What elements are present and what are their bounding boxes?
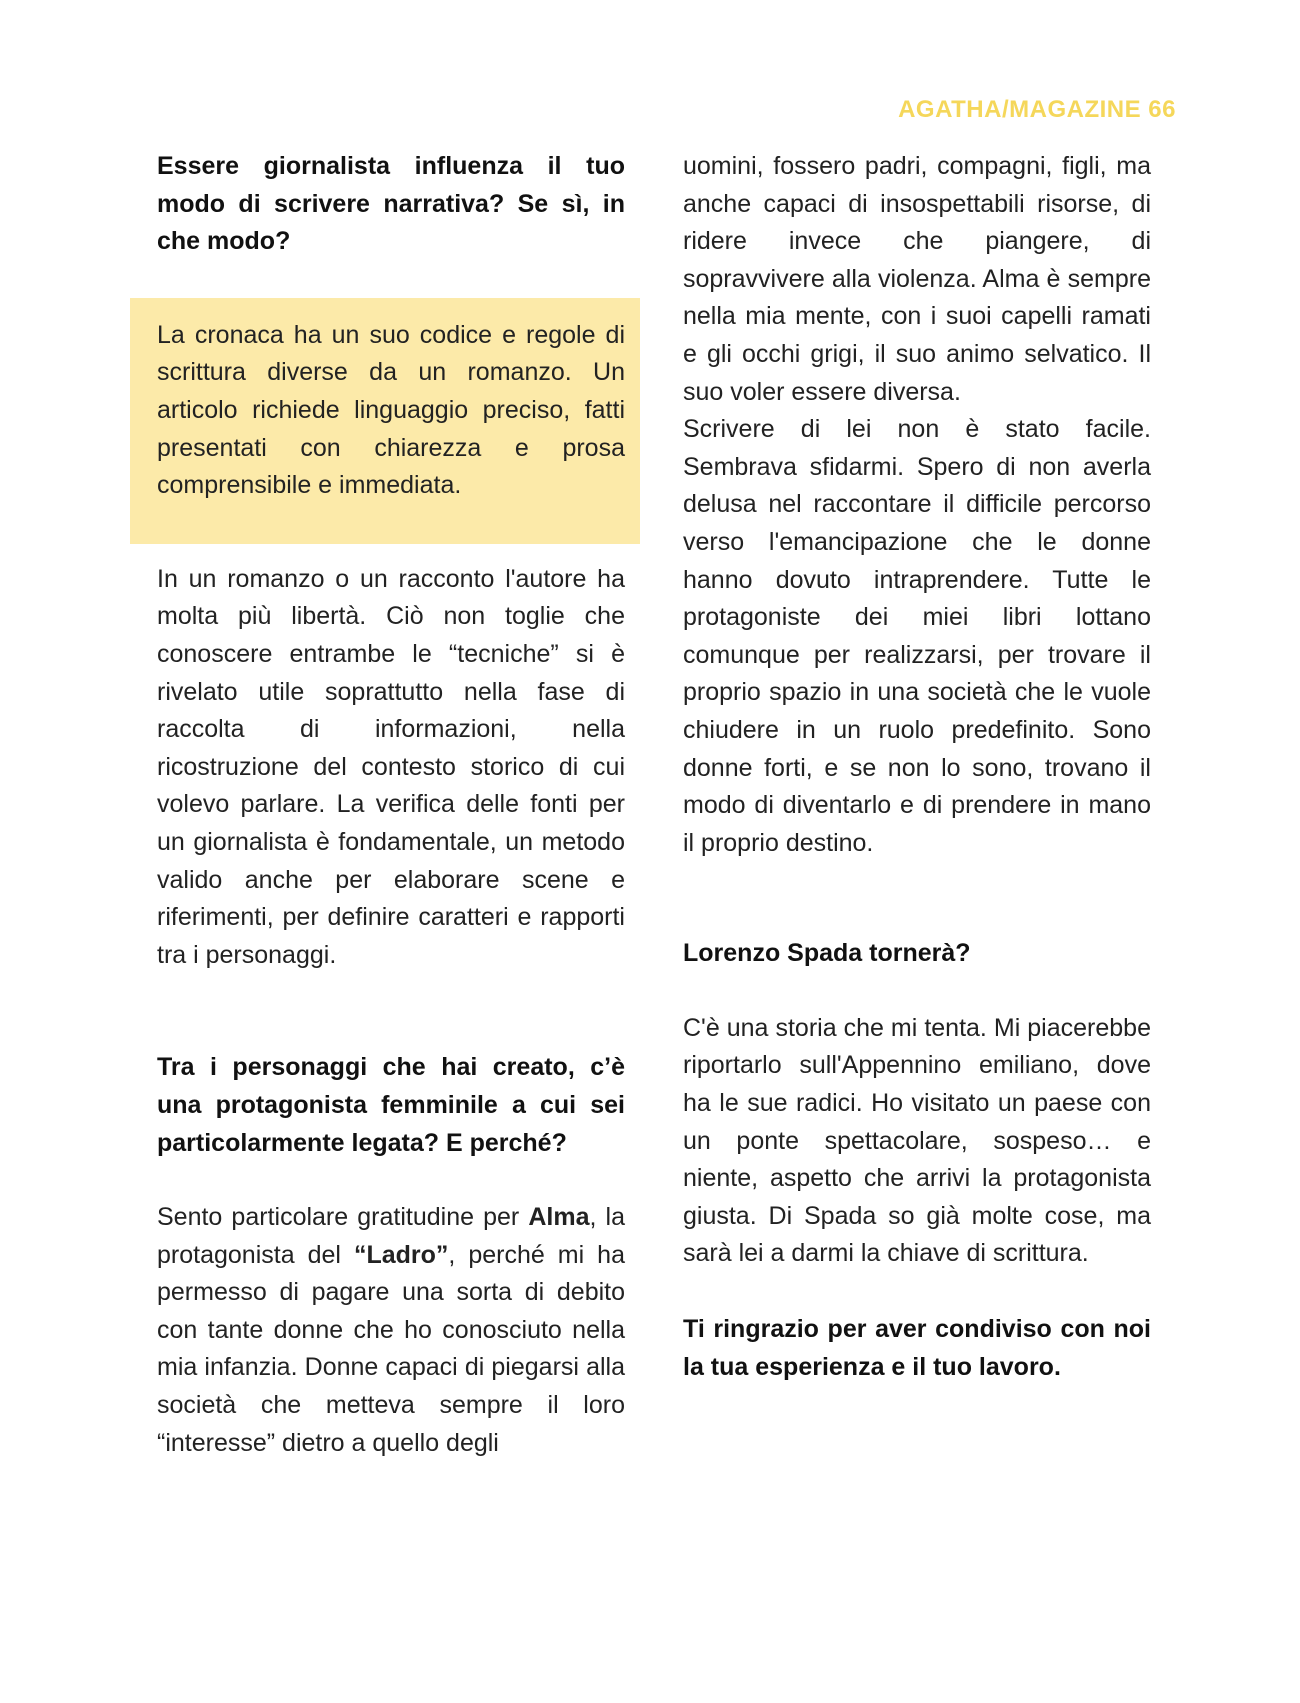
- answer-lorenzo-spada: C'è una storia che mi tenta. Mi piacerebbe riportarlo sull'Appennino emiliano, dove ha le sue radici. Ho visitato un paese con un ponte spettacolare, sospeso… e niente, aspetto che arrivi la protagonista giusta. Di Spada so già molte cose, ma sarà lei a darmi la chiave di scrittura.: [683, 1013, 1151, 1268]
- alma-name: Alma: [528, 1203, 590, 1232]
- book-title: “Ladro”: [353, 1240, 449, 1269]
- closing-thanks: Ti ringrazio per aver condiviso con noi la tua esperienza e il tuo lavoro.: [683, 1315, 1151, 1381]
- question-journalism: Essere giornalista influenza il tuo modo di scrivere narrativa? Se sì, in che modo?: [157, 152, 625, 256]
- answer-text-part: , perché mi ha permesso di pagare una sorta di debito con tante donne che ho conosciuto nella mia infanzia. Donne capaci di piegarsi alla società che metteva sempre il loro “interesse” dietro a quello degli: [157, 1240, 625, 1457]
- answer-female-protagonist: [157, 1199, 625, 1462]
- answer-text-part: , la protagonista del: [157, 1203, 625, 1269]
- answer-continued: uomini, fossero padri, compagni, figli, ma anche capaci di insospettabili risorse, di ridere invece che piangere, di sopravvivere alla violenza. Alma è sempre nella mia mente, con i suoi capelli ramati e gli occhi grigi, il suo animo selvatico. Il suo voler essere diversa.: [683, 152, 1151, 406]
- highlighted-answer-text: La cronaca ha un suo codice e regole di scrittura diverse da un romanzo. Un articolo richiede linguaggio preciso, fatti presentati con chiarezza e prosa comprensibile e immediata.: [157, 320, 625, 500]
- answer-text-part: Sento particolare gratitudine per: [157, 1203, 529, 1232]
- answer-journalism: In un romanzo o un racconto l'autore ha molta più libertà. Ciò non toglie che conoscere entrambe le “tecniche” si è rivelato utile soprattutto nella fase di raccolta di informazioni, nella ricostruzione del contesto storico di cui volevo parlare. La verifica delle fonti per un giornalista è fondamentale, un metodo valido anche per elaborare scene e riferimenti, per definire caratteri e rapporti tra i personaggi.: [157, 564, 625, 969]
- highlighted-answer-box: [130, 298, 640, 544]
- right-column: [683, 148, 1151, 1386]
- question-lorenzo-spada: Lorenzo Spada tornerà?: [683, 939, 971, 968]
- question-female-protagonist: Tra i personaggi che hai creato, c’è una protagonista femminile a cui sei particolarmente legata? E perché?: [157, 1053, 625, 1157]
- left-column: [157, 148, 625, 1462]
- magazine-header: AGATHA/MAGAZINE 66: [898, 96, 1176, 123]
- answer-continued-2: Scrivere di lei non è stato facile. Sembrava sfidarmi. Spero di non averla delusa nel raccontare il difficile percorso verso l'emancipazione che le donne hanno dovuto intraprendere. Tutte le protagoniste dei miei libri lottano comunque per realizzarsi, per trovare il proprio spazio in una società che le vuole chiudere in un ruolo predefinito. Sono donne forti, e se non lo sono, trovano il modo di diventarlo e di prendere in mano il proprio destino.: [683, 415, 1151, 857]
